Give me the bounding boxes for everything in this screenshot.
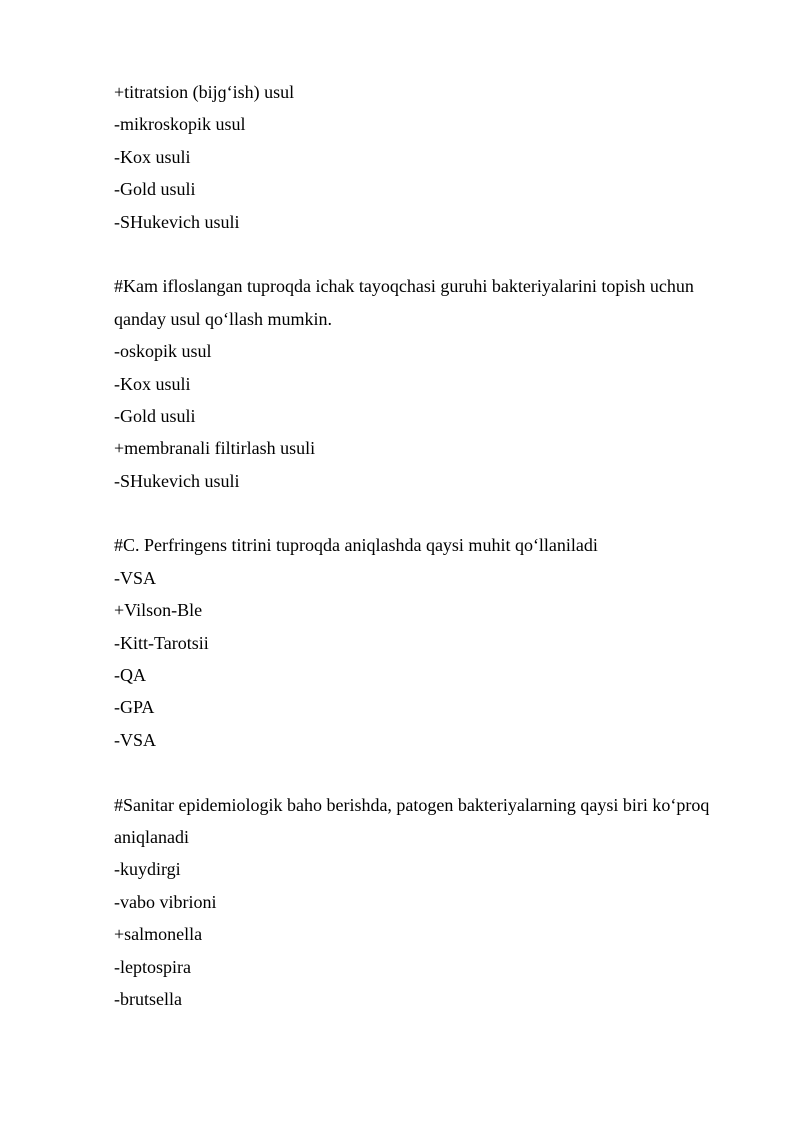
block-spacer [114,497,754,529]
block-spacer [114,756,754,788]
answer-option: -Kox usuli [114,373,191,394]
document-page [114,76,754,1015]
question-text: #Kam ifloslangan tuproqda ichak tayoqchasi guruhi bakteriyalarini topish uchun [114,276,694,297]
question-block [114,529,754,756]
question-block [114,270,754,497]
answer-option: -VSA [114,729,157,750]
answer-option: -kuydirgi [114,859,181,880]
answer-option-correct: +titratsion (bijɡ‘ish) usul [114,82,295,102]
answer-option: -SHukevich usuli [114,211,240,232]
answer-option: -SHukevich usuli [114,470,240,491]
question-block [114,789,754,1016]
answer-option: -VSA [114,567,157,588]
answer-option: -Gold usuli [114,179,196,200]
question-text: qanday usul qo‘llash mumkin. [114,308,332,329]
answer-option: -mikroskopik usul [114,114,246,135]
answer-option: -leptospira [114,956,191,977]
answer-option: -oskopik usul [114,341,212,362]
block-spacer [114,238,754,270]
answer-option: -vabo vibrioni [114,891,217,912]
answer-option: -QA [114,665,146,686]
question-text: #Sanitar epidemiologik baho berishda, patogen bakteriyalarning qaysi biri ko‘proq [114,794,710,815]
question-block [114,76,754,238]
answer-option-correct: +Vilson-Ble [114,600,203,621]
answer-option: -Gold usuli [114,405,196,426]
answer-option: -Kitt-Tarotsii [114,632,209,653]
answer-option-correct: +membranali filtirlash usuli [114,438,316,459]
question-text: #C. Perfringens titrini tuproqda aniqlashda qaysi muhit qo‘llaniladi [114,535,598,556]
answer-option: -brutsella [114,988,182,1009]
question-text: aniqlanadi [114,826,189,847]
answer-option: -GPA [114,697,155,718]
answer-option-correct: +salmonella [114,924,203,945]
answer-option: -Kox usuli [114,146,191,167]
